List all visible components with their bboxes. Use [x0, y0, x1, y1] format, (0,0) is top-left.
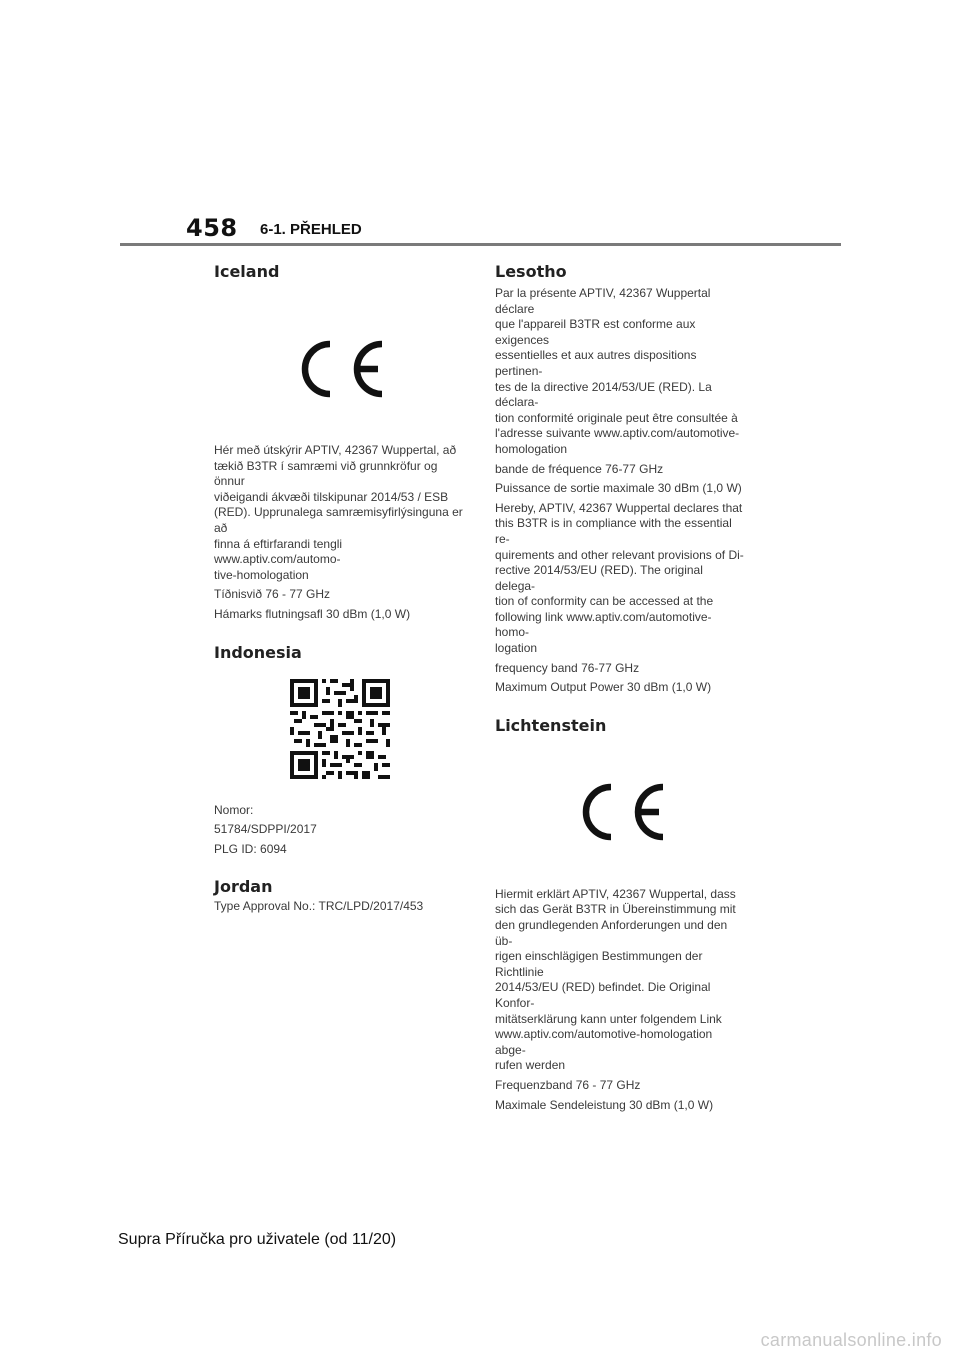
text-line: homologation: [495, 441, 568, 456]
left-column: [214, 262, 464, 915]
lichtenstein-frequency: Frequenzband 76 - 77 GHz: [495, 1077, 641, 1092]
iceland-declaration: [214, 443, 464, 583]
lichtenstein-declaration: [495, 887, 745, 1074]
text-line: que l'appareil B3TR est conforme aux exigences: [495, 317, 696, 347]
indonesia-heading: Indonesia: [214, 642, 302, 662]
qr-code-icon: [290, 679, 390, 779]
text-line: following link www.aptiv.com/automotive-homo-: [495, 609, 712, 640]
text-line: logation: [495, 641, 538, 656]
jordan-heading: Jordan: [214, 877, 273, 897]
lichtenstein-power: Maximale Sendeleistung 30 dBm (1,0 W): [495, 1097, 714, 1112]
text-line: viðeigandi ákvæði tilskipunar 2014/53 / ESB: [214, 489, 449, 504]
iceland-heading: Iceland: [214, 262, 280, 281]
text-line: tive-homologation: [214, 567, 309, 582]
lesotho-power-en: Maximum Output Power 30 dBm (1,0 W): [495, 680, 712, 695]
text-line: www.aptiv.com/automotive-homologation abge-: [495, 1027, 713, 1057]
iceland-power: Hámarks flutningsafl 30 dBm (1,0 W): [214, 606, 411, 621]
watermark: carmanualsonline.info: [760, 1330, 942, 1350]
text-line: l'adresse suivante www.aptiv.com/automotive-: [495, 426, 740, 441]
ce-mark-icon: [575, 775, 671, 845]
lesotho-frequency-en: frequency band 76-77 GHz: [495, 660, 640, 675]
indonesia-nomor-label: Nomor:: [214, 802, 254, 817]
iceland-frequency: Tíðnisvið 76 - 77 GHz: [214, 587, 331, 602]
text-line: 2014/53/EU (RED) befindet. Die Original Konfor-: [495, 980, 711, 1010]
text-line: tes de la directive 2014/53/UE (RED). La déclara-: [495, 379, 712, 410]
text-line: sich das Gerät B3TR in Übereinstimmung mit: [495, 902, 736, 917]
text-line: den grundlegenden Anforderungen und den üb-: [495, 918, 728, 948]
text-line: tion conformité originale peut être consultée à: [495, 410, 738, 425]
text-line: Par la présente APTIV, 42367 Wuppertal déclare: [495, 286, 711, 316]
text-line: rufen werden: [495, 1058, 566, 1073]
text-line: Hiermit erklärt APTIV, 42367 Wuppertal, dass: [495, 886, 736, 901]
text-line: rective 2014/53/EU (RED). The original delega-: [495, 563, 703, 593]
text-line: Hereby, APTIV, 42367 Wuppertal declares that: [495, 500, 743, 515]
ce-mark-icon: [294, 332, 390, 402]
indonesia-plg-id: PLG ID: 6094: [214, 841, 287, 856]
lesotho-declaration-en: [495, 501, 745, 657]
lichtenstein-heading: Lichtenstein: [495, 715, 607, 735]
section-title: 6-1. PŘEHLED: [260, 221, 362, 238]
indonesia-nomor-value: 51784/SDPPI/2017: [214, 822, 317, 837]
header-divider: [120, 243, 841, 246]
text-line: tækið B3TR í samræmi við grunnkröfur og önnur: [214, 458, 438, 489]
page-number: 458: [186, 214, 238, 242]
text-line: rigen einschlägigen Bestimmungen der Richtlinie: [495, 949, 703, 979]
text-line: finna á eftirfarandi tengli www.aptiv.com/automo-: [214, 536, 343, 567]
lesotho-frequency-fr: bande de fréquence 76-77 GHz: [495, 461, 664, 476]
jordan-approval: Type Approval No.: TRC/LPD/2017/453: [214, 899, 424, 914]
text-line: this B3TR is in compliance with the essential re-: [495, 516, 732, 546]
lesotho-declaration-fr: [495, 286, 745, 458]
text-line: mitätserklärung kann unter folgendem Link: [495, 1011, 722, 1026]
text-line: quirements and other relevant provisions of Di-: [495, 547, 744, 562]
text-line: (RED). Upprunalega samræmisyfirlýsinguna er að: [214, 505, 463, 535]
lesotho-heading: Lesotho: [495, 262, 567, 281]
right-column: [495, 262, 745, 1113]
lesotho-power-fr: Puissance de sortie maximale 30 dBm (1,0 W): [495, 481, 742, 496]
footer-manual-title: Supra Příručka pro uživatele (od 11/20): [118, 1231, 397, 1248]
text-line: essentielles et aux autres dispositions pertinen-: [495, 348, 697, 378]
text-line: Hér með útskýrir APTIV, 42367 Wuppertal, að: [214, 443, 457, 457]
text-line: tion of conformity can be accessed at the: [495, 594, 714, 609]
